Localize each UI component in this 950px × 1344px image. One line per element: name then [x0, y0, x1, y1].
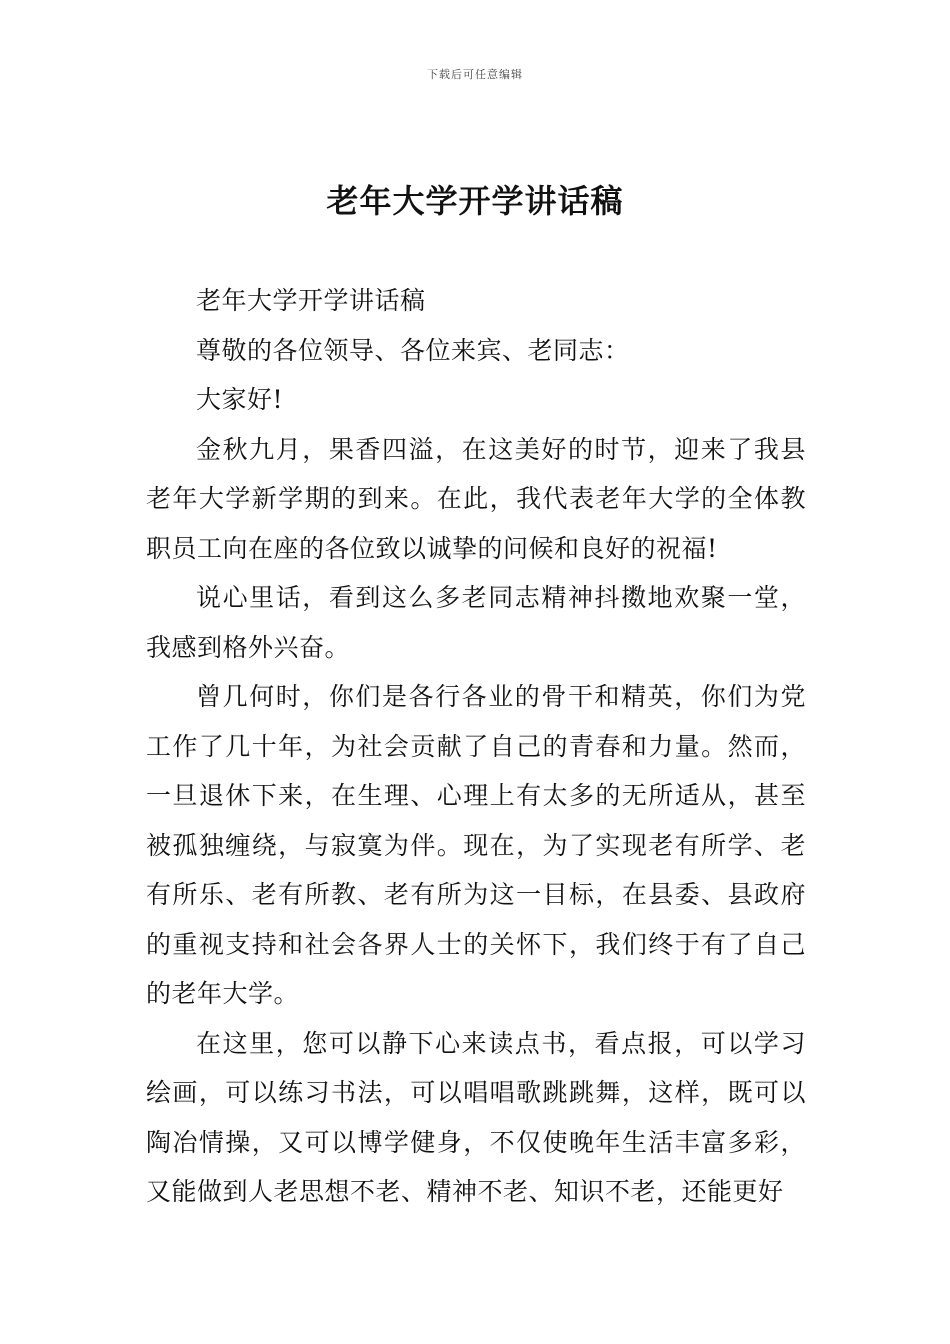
paragraph: 曾几何时，你们是各行各业的骨干和精英，你们为党工作了几十年，为社会贡献了自己的青春和力量。然而，一旦退休下来，在生理、心理上有太多的无所适从，甚至被孤独缠绕，与寂寞为伴。现在，为了实现老有所学、老有所乐、老有所教、老有所为这一目标，在县委、县政府的重视支持和社会各界人士的关怀下，我们终于有了自己的老年大学。: [146, 682, 806, 1008]
header-note: 下载后可任意编辑: [427, 68, 523, 81]
document-body: [146, 276, 806, 1217]
document-title: 老年大学开学讲话稿: [326, 182, 624, 220]
paragraph: 尊敬的各位领导、各位来宾、老同志：: [196, 335, 630, 365]
paragraph: 老年大学开学讲话稿: [196, 286, 426, 315]
paragraph: 金秋九月，果香四溢，在这美好的时节，迎来了我县老年大学新学期的到来。在此，我代表老年大学的全体教职员工向在座的各位致以诚挚的问候和良好的祝福!: [146, 434, 806, 563]
paragraph: 在这里，您可以静下心来读点书，看点报，可以学习绘画，可以练习书法，可以唱唱歌跳跳舞，这样，既可以陶冶情操，又可以博学健身，不仅使晚年生活丰富多彩，又能做到人老思想不老、精神不老、知识不老，还能更好: [146, 1028, 806, 1206]
paragraph: 大家好!: [196, 385, 284, 414]
paragraph: 说心里话，看到这么多老同志精神抖擞地欢聚一堂，我感到格外兴奋。: [146, 583, 806, 662]
